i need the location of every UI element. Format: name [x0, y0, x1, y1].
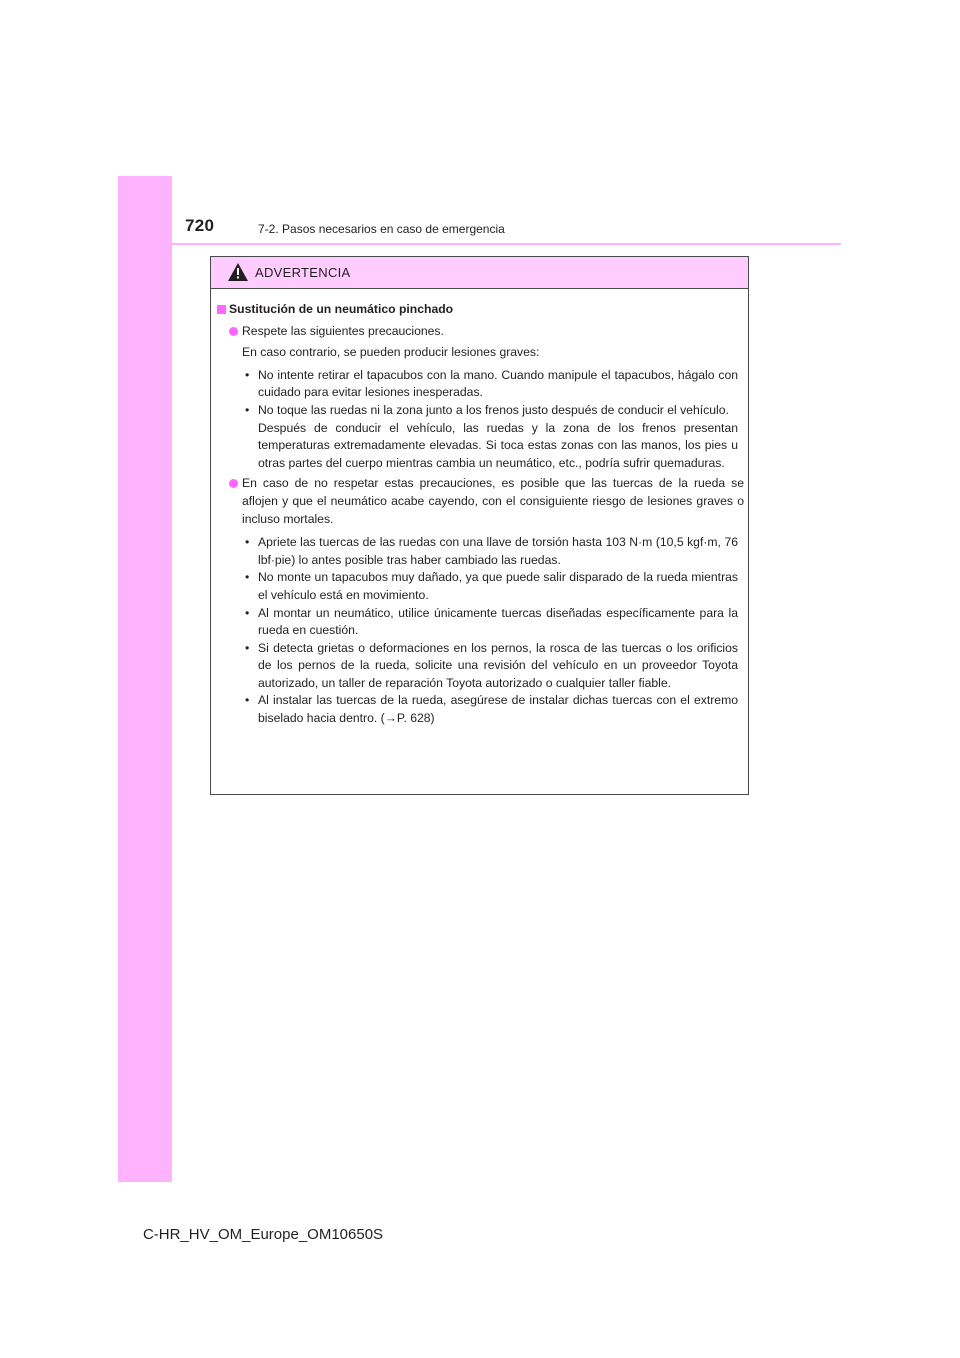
precaution-intro: En caso contrario, se pueden producir lesiones graves: [242, 345, 540, 360]
warning-heading-text: Sustitución de un neumático pinchado [229, 302, 454, 316]
list-item-text: No monte un tapacubos muy dañado, ya que puede salir disparado de la rueda mientras el vehículo está en movimiento. [258, 570, 738, 602]
square-bullet-icon [217, 305, 226, 314]
list-item-text: Apriete las tuercas de las ruedas con una llave de torsión hasta 103 N·m (10,5 kgf·m, 76 lbf·pie) lo antes posible tras haber cambiado las ruedas. [258, 535, 738, 567]
side-color-band [118, 176, 172, 1182]
warning-triangle-icon [228, 263, 248, 281]
precaution-point-2-text: En caso de no respetar estas precauciones, es posible que las tuercas de la rueda se aflojen y que el neumático acabe cayendo, con el consiguiente riesgo de lesiones graves o incluso mortales. [242, 476, 744, 526]
page-number: 720 [185, 216, 215, 235]
bullet-dot-icon: • [245, 693, 250, 708]
warning-body [217, 301, 744, 731]
warning-box [210, 256, 749, 795]
list-item [217, 569, 744, 604]
list-item [217, 605, 744, 640]
list-item [217, 402, 744, 472]
bullet-dot-icon: • [245, 570, 250, 585]
precaution-list-1 [217, 367, 744, 473]
circle-bullet-icon [229, 327, 238, 336]
list-item [217, 534, 744, 569]
bullet-dot-icon: • [245, 535, 250, 550]
list-item-text: Al montar un neumático, utilice únicamente tuercas diseñadas específicamente para la rueda en cuestión. [258, 605, 738, 638]
bullet-dot-icon: • [245, 640, 250, 655]
list-item-text: No toque las ruedas ni la zona junto a los frenos justo después de conducir el vehículo. [258, 402, 729, 417]
precaution-point-2 [217, 475, 744, 528]
warning-heading [217, 301, 744, 319]
precaution-list-2 [217, 534, 744, 728]
document-id: C-HR_HV_OM_Europe_OM10650S [142, 1226, 384, 1243]
list-item-extra: Después de conducir el vehículo, las ruedas y la zona de los frenos presentan temperaturas extremadamente elevadas. Si toca estas zonas con las manos, los pies u otras partes del cuerpo mientras cambia un neumático, etc., podría sufrir quemaduras. [258, 420, 738, 470]
warning-label: ADVERTENCIA [255, 265, 351, 280]
list-item-text: Al instalar las tuercas de la rueda, asegúrese de instalar dichas tuercas con el extremo biselado hacia dentro. (→P. 628) [258, 693, 738, 726]
circle-bullet-icon [229, 479, 238, 488]
warning-header [211, 257, 748, 289]
bullet-dot-icon: • [245, 605, 250, 620]
bullet-dot-icon: • [245, 367, 250, 382]
precaution-point-1-text: Respete las siguientes precauciones. [242, 323, 444, 338]
section-title: 7-2. Pasos necesarios en caso de emergencia [258, 222, 505, 236]
list-item [217, 640, 744, 693]
list-item [217, 692, 744, 727]
header-divider [118, 243, 841, 245]
bullet-dot-icon: • [245, 402, 250, 417]
list-item-text: No intente retirar el tapacubos con la mano. Cuando manipule el tapacubos, hágalo con cuidado para evitar lesiones inesperadas. [258, 367, 738, 400]
list-item-text: Si detecta grietas o deformaciones en los pernos, la rosca de las tuercas o los orificios de los pernos de la rueda, solicite una revisión del vehículo en un proveedor Toyota autorizado, un taller de reparación Toyota autorizado o cualquier taller fiable. [258, 640, 738, 690]
list-item [217, 367, 744, 402]
precaution-point-1 [217, 323, 744, 341]
